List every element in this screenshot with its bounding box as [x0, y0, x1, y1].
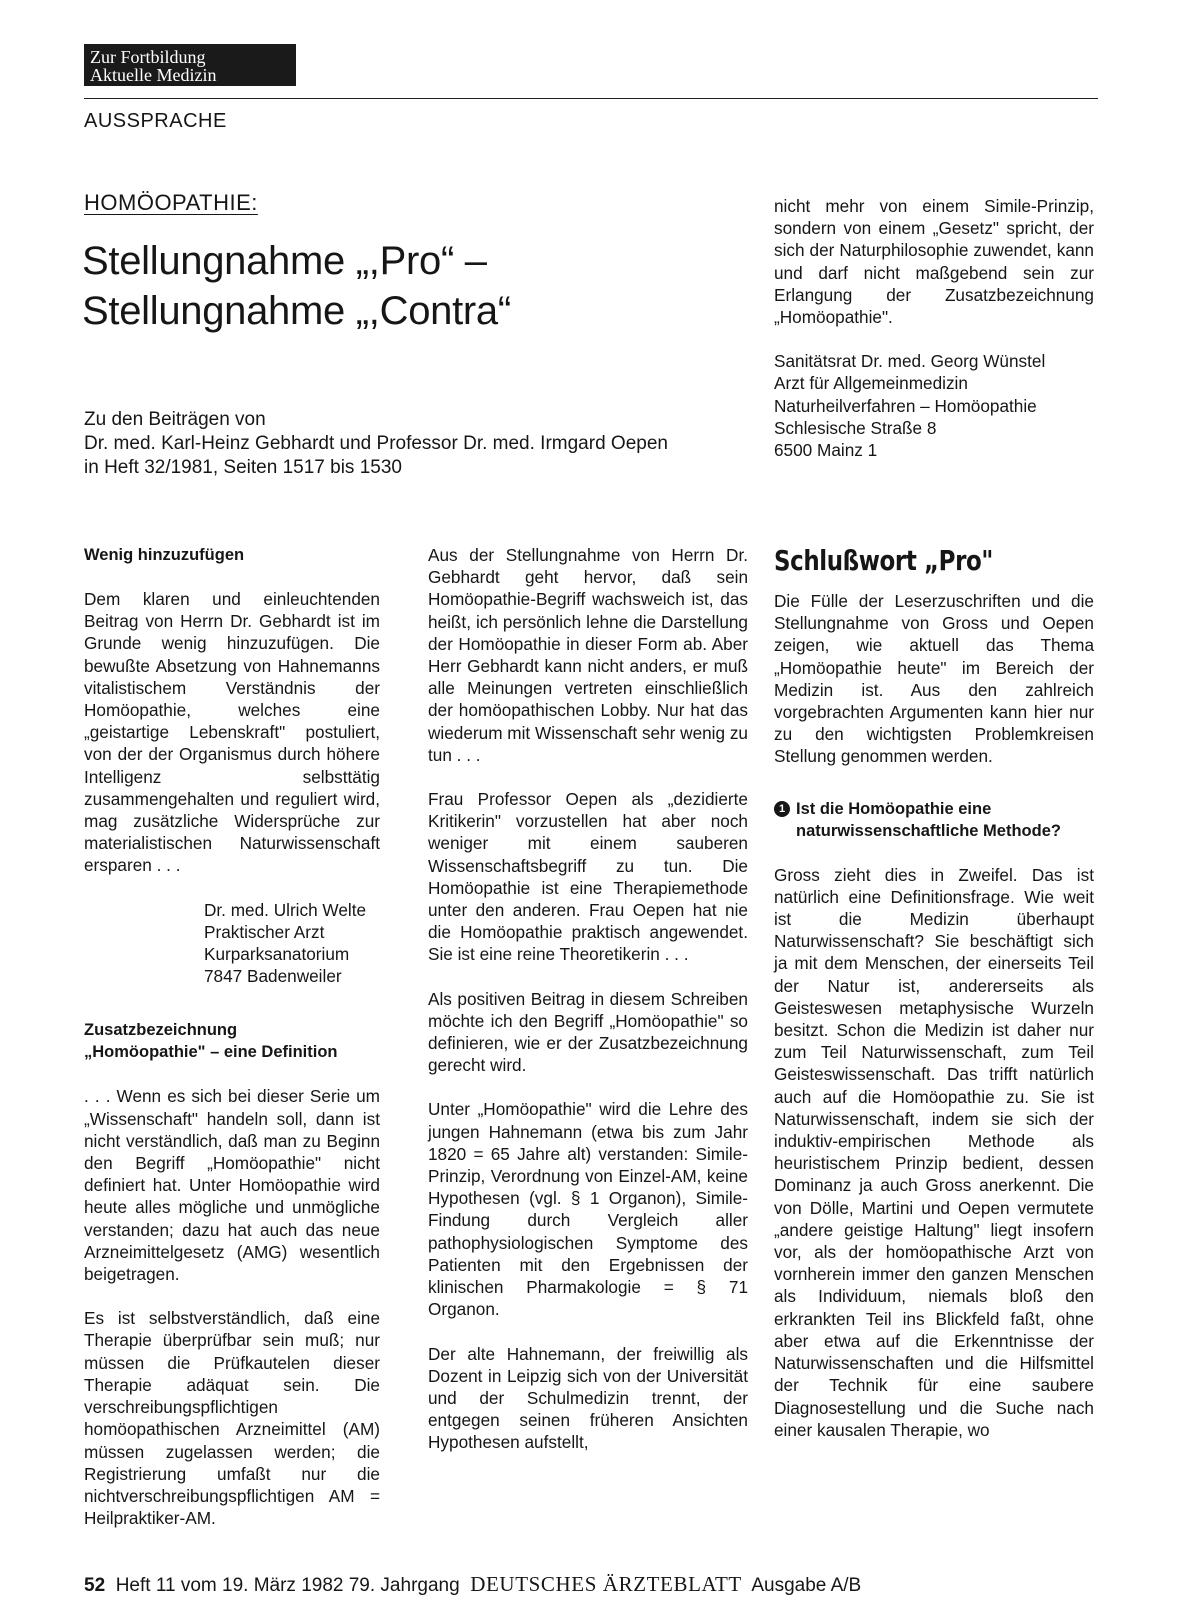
final-word-title: Schlußwort „Pro"	[774, 544, 993, 577]
question-heading	[774, 798, 1094, 842]
signature-line: Kurparksanatorium	[204, 944, 350, 965]
headline	[82, 236, 511, 336]
top-rule	[84, 98, 1098, 99]
heading-wenig: Wenig hinzuzufügen	[84, 546, 245, 564]
rubric: AUSSPRACHE	[84, 110, 227, 132]
heading-line: „Homöopathie" – eine Definition	[84, 1043, 338, 1062]
edition: Ausgabe A/B	[751, 1575, 862, 1596]
signature-line: 7847 Badenweiler	[204, 966, 342, 987]
footer	[84, 1572, 861, 1597]
signature-line: Schlesische Straße 8	[774, 417, 937, 438]
signature-line: Dr. med. Ulrich Welte	[204, 899, 367, 920]
section-tag-line1: Zur Fortbildung	[90, 47, 206, 67]
journal-name: DEUTSCHES ÄRZTEBLATT	[470, 1572, 742, 1596]
paragraph: Als positiven Beitrag in diesem Schreiben möchte ich den Begriff „Homöopathie" so definieren, wie er der Zusatzbezeichnung gerecht wird.	[428, 988, 748, 1076]
signature-line: Naturheilverfahren – Homöopathie	[774, 395, 1037, 416]
paragraph: Aus der Stellungnahme von Herrn Dr. Gebhardt geht hervor, daß sein Homöopathie-Begriff wachsweich ist, das heißt, ich persönlich lehne die Darstellung der Homöopathie in dieser Form ab. Aber Herr Gebhardt kann nicht anders, er muß alle Meinungen vertreten einschließlich der homöopathischen Lobby. Nur hat das wiederum mit Wissenschaft sehr wenig zu tun . . .	[428, 545, 748, 765]
column-2	[428, 544, 748, 1476]
paragraph: nicht mehr von einem Simile-Prinzip, sondern von einem „Gesetz" spricht, der sich der Naturphilosophie zuwendet, kann und darf nicht maßgebend sein zur Erlangung der Zusatzbezeichnung „Homöopathie".	[774, 196, 1094, 328]
signature-line: Praktischer Arzt	[204, 921, 325, 942]
heading-line: Zusatzbezeichnung	[84, 1021, 238, 1040]
paragraph: Es ist selbstverständlich, daß eine Therapie überprüfbar sein muß; nur müssen die Prüfkautelen dieser Therapie adäquat sein. Die verschreibungspflichtigen homöopathischen Arzneimittel (AM) müssen zugelassen werden; die Registrierung umfaßt nur die nichtverschreibungspflichtigen AM = Heilpraktiker-AM.	[84, 1308, 380, 1529]
paragraph: Gross zieht dies in Zweifel. Das ist natürlich eine Definitionsfrage. Wie weit ist die Medizin überhaupt Naturwissenschaft? Sie beschäftigt sich ja mit dem Menschen, der einerseits Teil der Natur ist, andererseits als Geisteswesen metaphysische Wurzeln besitzt. Schon die Medizin ist daher nur zum Teil Naturwissenschaft, zum Teil Geisteswissenschaft. Das trifft natürlich auch auf die Homöopathie zu. Sie ist Naturwissenschaft, indem sie sich der induktiv-empirischen Methode als heuristischem Prinzip bedient, dessen Dominanz ja auch Gross anerkennt. Die von Dölle, Martini und Oepen vermutete „andere geistige Haltung" liegt insofern vor, als der homöopathische Arzt von vornherein immer den ganzen Menschen als Individuum, niemals bloß den erkrankten Teil ins Blickfeld faßt, ohne aber etwa auf die Erkenntnisse der Naturwissenschaften und die Hilfsmittel der Technik für eine saubere Diagnosestellung und die Suche nach einer kausalen Therapie, wo	[774, 864, 1094, 1440]
section-tag	[84, 44, 296, 86]
paragraph: . . . Wenn es sich bei dieser Serie um „Wissenschaft" handeln soll, dann ist nicht verständlich, daß man zu Beginn den Begriff „Homöopathie" nicht definiert hat. Unter Homöopathie wird heute alles mögliche und unmögliche verstanden; dazu hat auch das neue Arzneimittelgesetz (AMG) wesentlich beigetragen.	[84, 1086, 380, 1285]
headline-line2: Stellungnahme „,Contra“	[82, 289, 511, 333]
article-reference	[84, 408, 668, 480]
signature-line: 6500 Mainz 1	[774, 440, 878, 461]
question-text	[796, 798, 1061, 842]
paragraph: Der alte Hahnemann, der freiwillig als Dozent in Leipzig sich von der Universität und der Schulmedizin trennt, der entgegen seinen früheren Ansichten Hypothesen aufstellt,	[428, 1343, 748, 1453]
page-number: 52	[84, 1575, 106, 1596]
paragraph: Frau Professor Oepen als „dezidierte Kritikerin" vorzustellen hat aber noch weniger mit einem sauberen Wissenschaftsbegriff zu tun. Die Homöopathie ist eine Therapiemethode unter den anderen. Frau Oepen hat nie die Homöopathie praktisch angewendet. Sie ist eine reine Theoretikerin . . .	[428, 789, 748, 965]
paragraph: Die Fülle der Leserzuschriften und die Stellungnahme von Gross und Oepen zeigen, wie aktuell das Thema „Homöopathie heute" im Bereich der Medizin ist. Aus den zahlreich vorgebrachten Argumenten kann hier nur zu den wichtigsten Problemkreisen Stellung genommen werden.	[774, 591, 1094, 767]
reference-line1: Zu den Beiträgen von	[84, 409, 266, 430]
topic-label: HOMÖOPATHIE:	[84, 190, 258, 215]
question-number: 1	[774, 801, 790, 817]
column-3-top	[774, 195, 1094, 483]
column-1	[84, 544, 380, 1551]
signature-wuenstel	[774, 350, 1094, 461]
paragraph: Dem klaren und einleuchtenden Beitrag von Herrn Dr. Gebhardt ist im Grunde wenig hinzuzufügen. Die bewußte Absetzung von Hahnemanns vitalistischem Verständnis der Homöopathie, welches eine „geistartige Lebenskraft" postuliert, von der der Organismus durch höhere Intelligenz selbsttätig zusammengehalten und reguliert wird, mag zusätzliche Widersprüche zur materialistischen Naturwissenschaft ersparen . . .	[84, 589, 380, 876]
headline-line1: Stellungnahme „,Pro“ –	[82, 239, 487, 283]
heading-zusatzbezeichnung	[84, 1019, 380, 1063]
signature-line: Sanitätsrat Dr. med. Georg Wünstel	[774, 351, 1046, 372]
reference-line3: in Heft 32/1981, Seiten 1517 bis 1530	[84, 457, 402, 478]
signature-line: Arzt für Allgemeinmedizin	[774, 373, 968, 394]
paragraph: Unter „Homöopathie" wird die Lehre des jungen Hahnemann (etwa bis zum Jahr 1820 = 65 Jahre alt) verstanden: Simile-Prinzip, Verordnung von Einzel-AM, keine Hypothesen (vgl. § 1 Organon), Simile-Findung durch Vergleich aller pathophysiologischen Symptome des Patienten mit den Ergebnissen der klinischen Pharmakologie = § 71 Organon.	[428, 1099, 748, 1320]
column-3-bottom	[774, 544, 1094, 1463]
reference-line2: Dr. med. Karl-Heinz Gebhardt und Professor Dr. med. Irmgard Oepen	[84, 433, 668, 454]
question-line: naturwissenschaftliche Methode?	[796, 821, 1061, 840]
issue-info: Heft 11 vom 19. März 1982 79. Jahrgang	[115, 1575, 460, 1596]
signature-welte	[84, 899, 380, 988]
section-tag-line2: Aktuelle Medizin	[90, 65, 217, 85]
question-line: Ist die Homöopathie eine	[796, 799, 992, 818]
